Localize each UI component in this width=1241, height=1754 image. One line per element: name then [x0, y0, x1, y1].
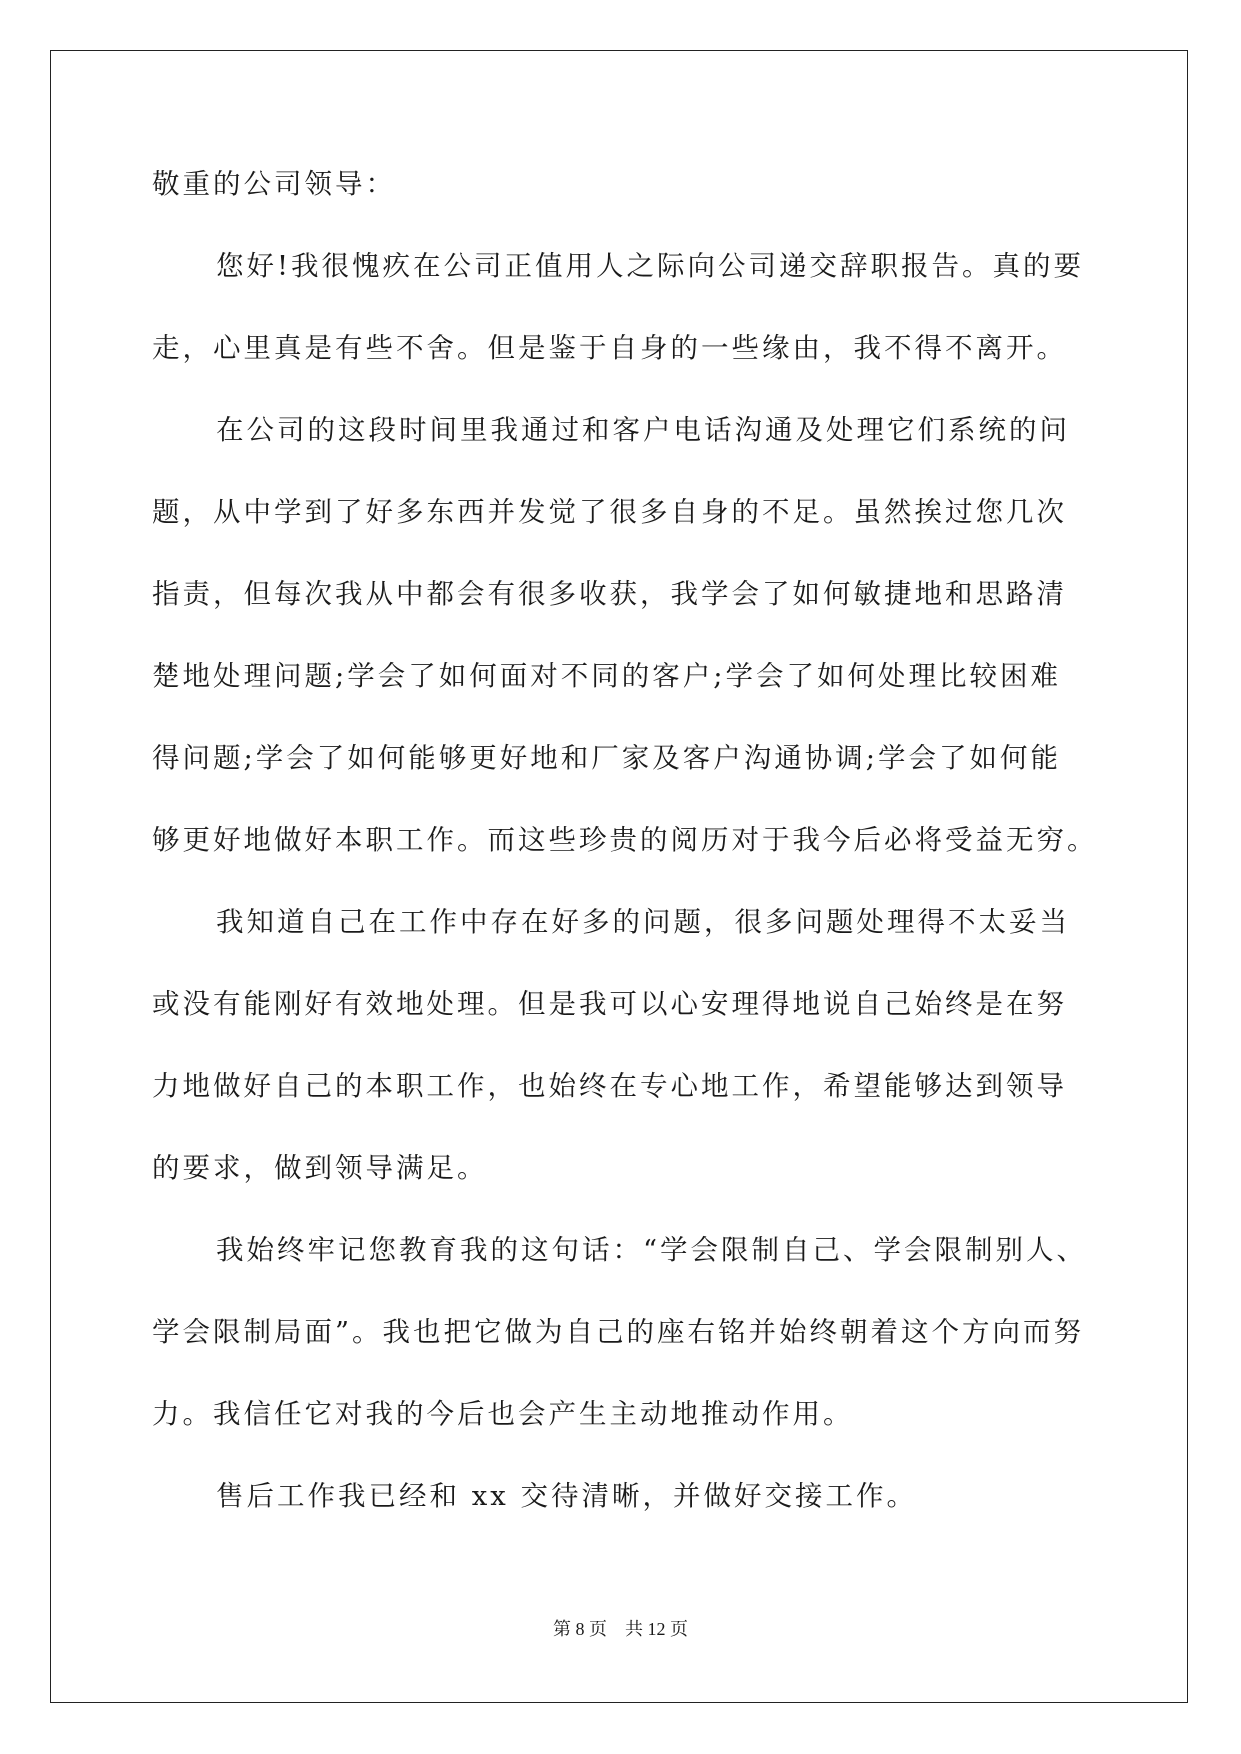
text-line: 力地做好自己的本职工作，也始终在专心地工作，希望能够达到领导 — [152, 1070, 1067, 1102]
paragraph-greeting — [152, 246, 1085, 410]
text-line: 我知道自己在工作中存在好多的问题，很多问题处理得不太妥当 — [216, 906, 1070, 938]
paragraph-handover — [152, 1476, 1082, 1558]
salutation: 敬重的公司领导： — [152, 168, 396, 200]
page-number-footer: 第 8 页 共 12 页 — [553, 1619, 688, 1639]
text-line: 售后工作我已经和 xx 交待清晰，并做好交接工作。 — [216, 1480, 917, 1512]
text-line: 力。我信任它对我的今后也会产生主动地推动作用。 — [152, 1398, 854, 1430]
letter-body — [152, 164, 1098, 1558]
text-line: 够更好地做好本职工作。而这些珍贵的阅历对于我今后必将受益无穷。 — [152, 824, 1098, 856]
paragraph-motto — [152, 1230, 1088, 1476]
text-line: 的要求，做到领导满足。 — [152, 1152, 488, 1184]
text-line: 走，心里真是有些不舍。但是鉴于自身的一些缘由，我不得不离开。 — [152, 332, 1067, 364]
text-line: 在公司的这段时间里我通过和客户电话沟通及处理它们系统的问 — [216, 414, 1070, 446]
paragraph-shortcomings — [152, 902, 1082, 1230]
text-line: 我始终牢记您教育我的这句话：“学会限制自己、学会限制别人、 — [216, 1234, 1088, 1266]
text-line: 题，从中学到了好多东西并发觉了很多自身的不足。虽然挨过您几次 — [152, 496, 1067, 528]
text-line: 或没有能刚好有效地处理。但是我可以心安理得地说自己始终是在努 — [152, 988, 1067, 1020]
text-line: 指责，但每次我从中都会有很多收获，我学会了如何敏捷地和思路清 — [152, 578, 1067, 610]
text-line: 楚地处理问题;学会了如何面对不同的客户;学会了如何处理比较困难 — [152, 660, 1062, 692]
text-line: 学会限制局面”。我也把它做为自己的座右铭并始终朝着这个方向而努 — [152, 1316, 1085, 1348]
text-line: 得问题;学会了如何能够更好地和厂家及客户沟通协调;学会了如何能 — [152, 742, 1062, 774]
paragraph-experience — [152, 410, 1098, 902]
text-line: 您好!我很愧疚在公司正值用人之际向公司递交辞职报告。真的要 — [216, 250, 1085, 282]
